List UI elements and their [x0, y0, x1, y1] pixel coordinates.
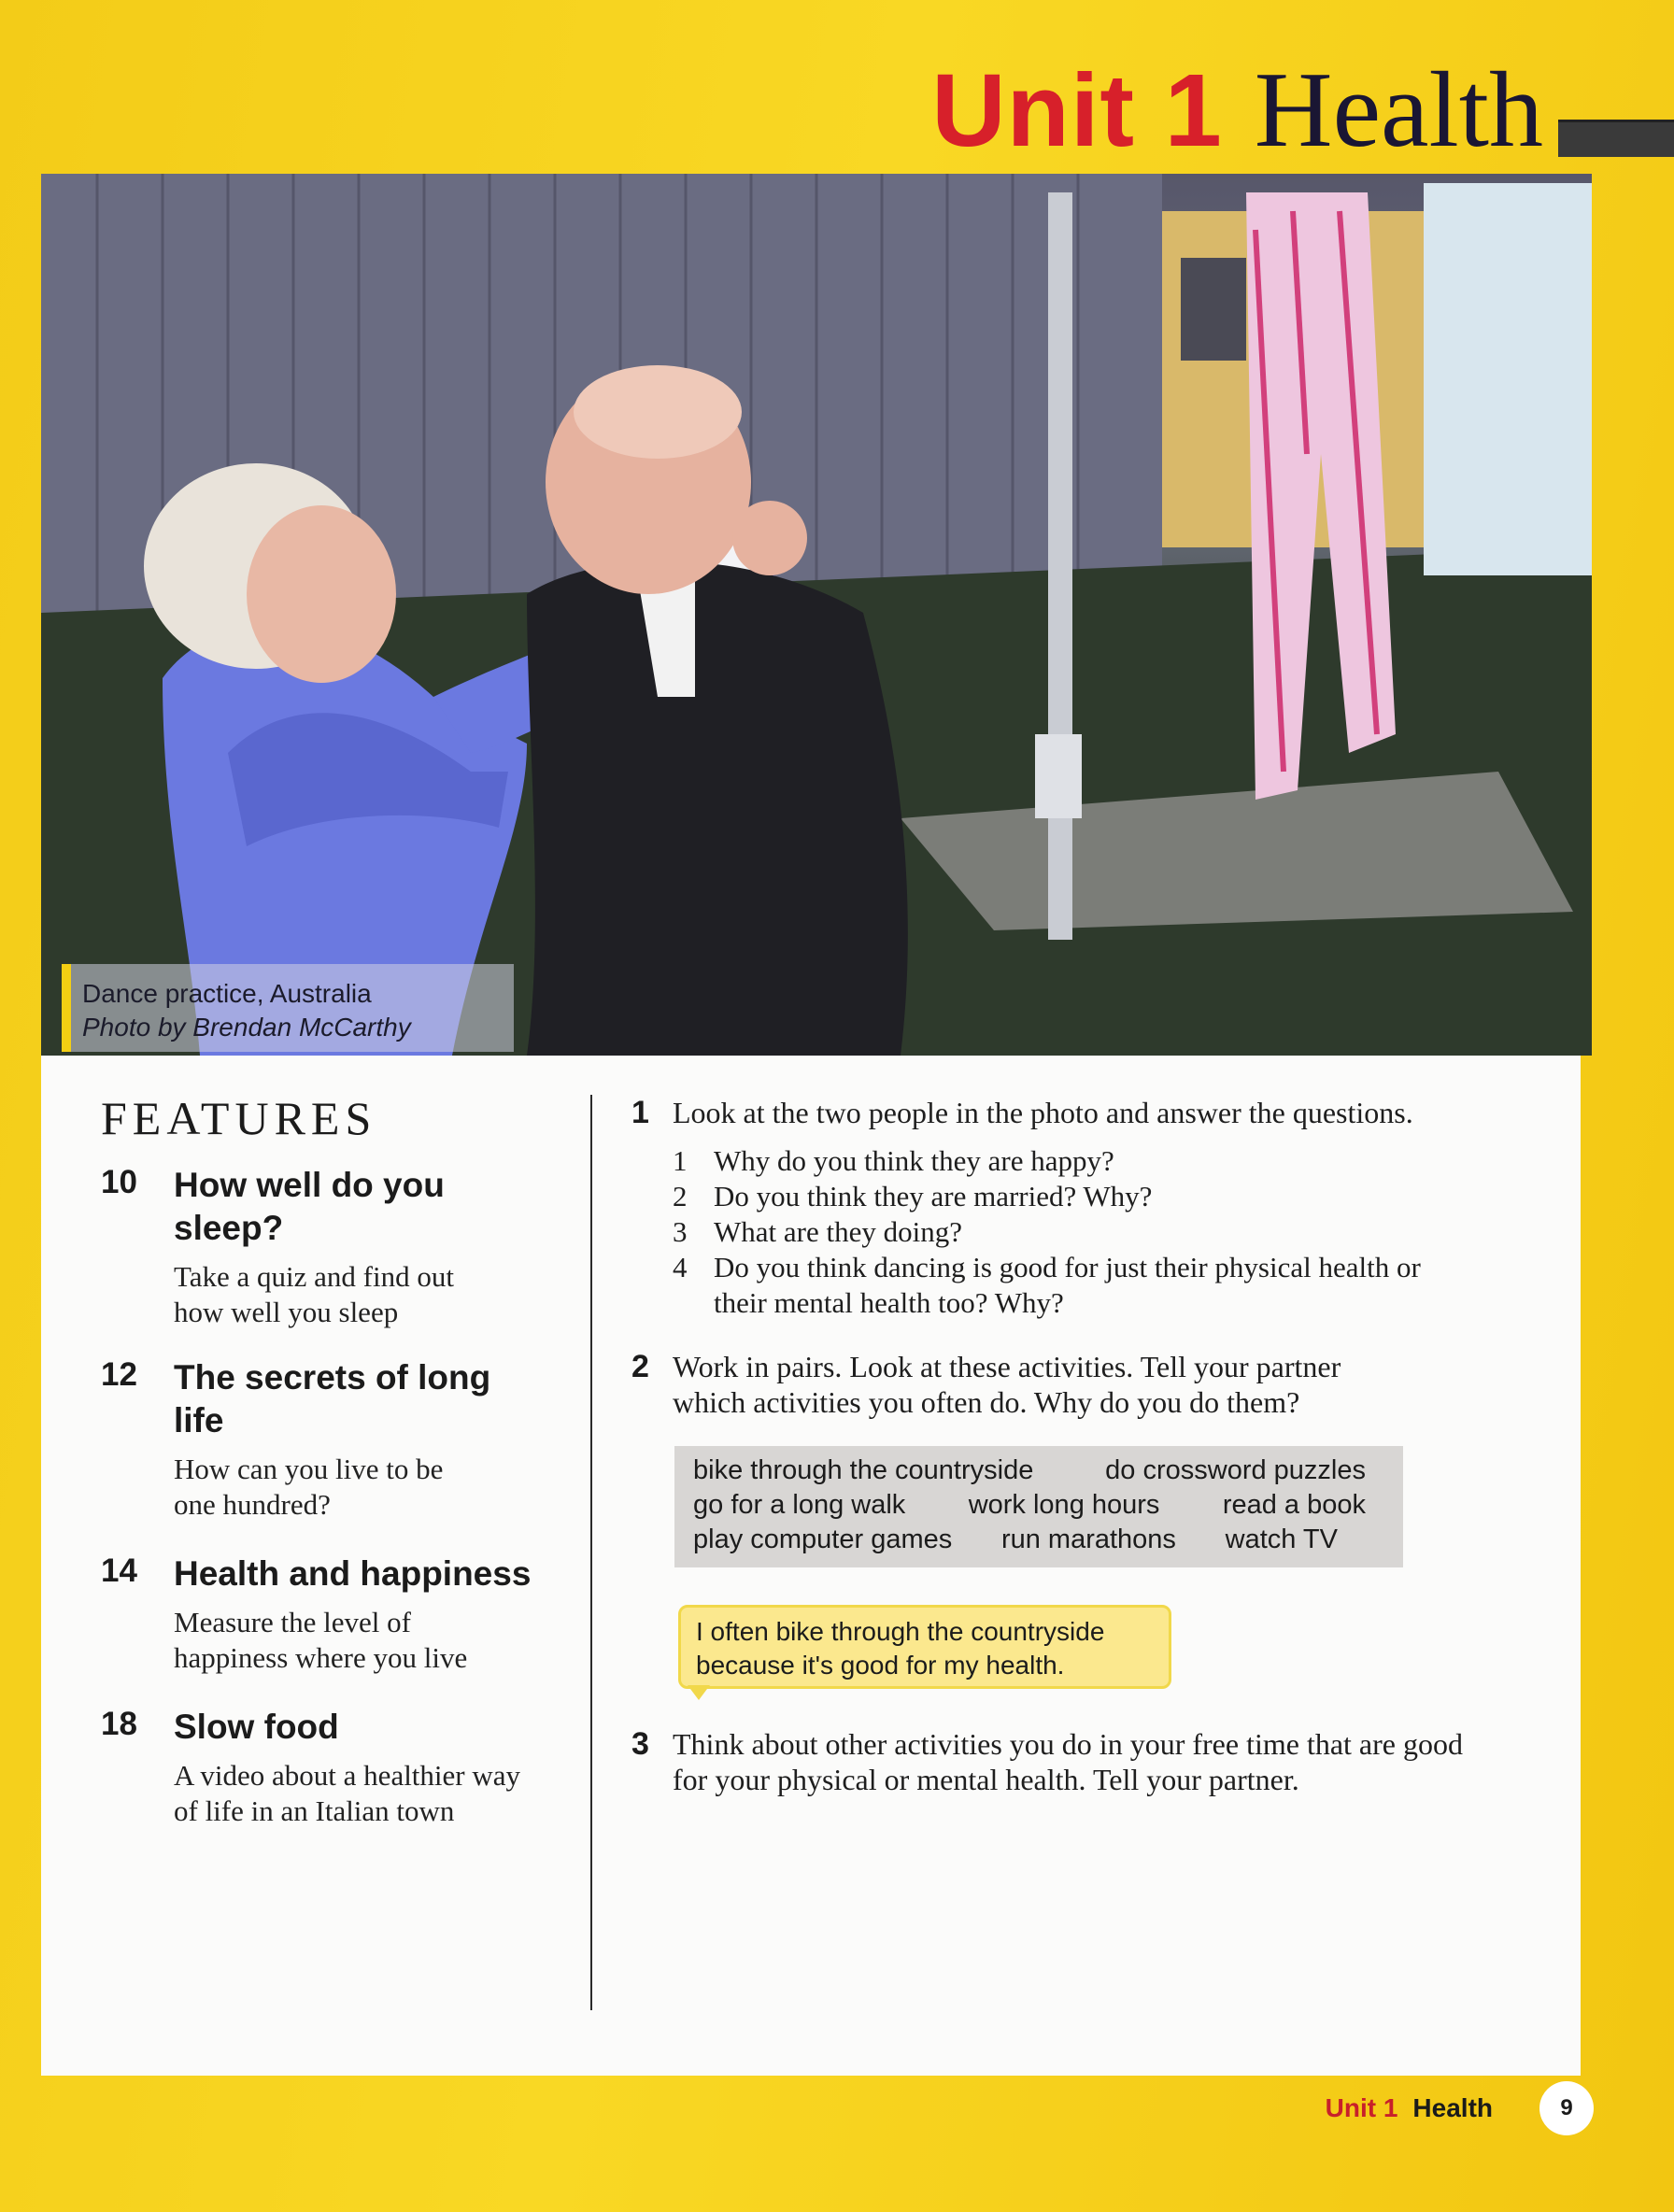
activity-item: read a book: [1222, 1490, 1366, 1520]
features-heading: FEATURES: [101, 1092, 377, 1144]
exercise-number: 3: [631, 1726, 649, 1762]
feature-description: Take a quiz and find out how well you sleep: [174, 1260, 454, 1328]
activity-item: run marathons: [1000, 1524, 1176, 1554]
question-number: 2: [673, 1180, 688, 1212]
unit-name: Health: [1254, 50, 1543, 170]
exercise-3: [631, 1726, 1528, 1797]
caption-credit: Photo by Brendan McCarthy: [82, 1013, 411, 1042]
question-item: [673, 1143, 1528, 1179]
question-item: [673, 1179, 1528, 1214]
feature-title: Slow food: [174, 1708, 339, 1746]
activity-row: [693, 1453, 1384, 1488]
footer-unit-title: Health: [1412, 2093, 1493, 2122]
activity-item: work long hours: [968, 1490, 1160, 1520]
feature-page-number: 14: [101, 1553, 137, 1589]
column-divider: [590, 1095, 592, 2010]
feature-description: A video about a healthier way of life in an Italian town: [174, 1759, 521, 1827]
feature-page-number: 18: [101, 1706, 137, 1742]
feature-title: The secrets of long life: [174, 1358, 491, 1439]
activity-box: [674, 1446, 1403, 1567]
exercise-1: [631, 1095, 1528, 1321]
activity-item: bike through the countryside: [693, 1455, 1034, 1485]
activity-item: play computer games: [693, 1524, 953, 1554]
unit-title: [931, 49, 1543, 173]
footer-unit-label: Unit 1: [1325, 2093, 1398, 2122]
exercise-instruction: Work in pairs. Look at these activities. Tell your partner which activities you often do. Why do you do them?: [673, 1350, 1341, 1419]
exercise-instruction: Think about other activities you do in your free time that are good for your physical or mental health. Tell your partner.: [673, 1727, 1463, 1796]
activity-item: do crossword puzzles: [1105, 1455, 1366, 1485]
page-number: 9: [1539, 2081, 1594, 2135]
exercise-instruction: Look at the two people in the photo and answer the questions.: [673, 1096, 1413, 1129]
question-number: 3: [673, 1215, 688, 1248]
question-text: What are they doing?: [714, 1215, 962, 1248]
exercise-number: 2: [631, 1349, 649, 1384]
feature-item[interactable]: [101, 1356, 568, 1523]
feature-item[interactable]: [101, 1164, 568, 1330]
feature-page-number: 10: [101, 1164, 137, 1200]
unit-number: Unit 1: [931, 53, 1223, 168]
page-footer: [1326, 2081, 1594, 2135]
feature-page-number: 12: [101, 1356, 137, 1393]
unit-photo: [41, 174, 1592, 1056]
activity-item: go for a long walk: [693, 1490, 906, 1520]
question-text: Do you think dancing is good for just their physical health or their mental health too? Why?: [714, 1251, 1421, 1319]
question-text: Why do you think they are happy?: [714, 1144, 1114, 1177]
question-item: [673, 1250, 1528, 1321]
activity-row: [693, 1488, 1384, 1523]
question-text: Do you think they are married? Why?: [714, 1180, 1153, 1212]
example-speech-bubble: I often bike through the countryside because it's good for my health.: [678, 1605, 1171, 1689]
chapter-tab-marker: [1558, 120, 1674, 157]
speech-bubble-tail: [688, 1685, 710, 1700]
feature-title: How well do you sleep?: [174, 1166, 445, 1247]
feature-item[interactable]: [101, 1553, 568, 1676]
feature-title: Health and happiness: [174, 1554, 532, 1593]
photo-illustration: [41, 174, 1592, 1056]
feature-item[interactable]: [101, 1706, 568, 1829]
activity-item: watch TV: [1225, 1524, 1338, 1554]
exercise-2: [631, 1349, 1528, 1420]
photo-caption: [62, 964, 514, 1052]
question-list: [673, 1143, 1528, 1321]
feature-description: How can you live to be one hundred?: [174, 1453, 444, 1521]
question-number: 1: [673, 1144, 688, 1177]
question-number: 4: [673, 1251, 688, 1283]
feature-description: Measure the level of happiness where you live: [174, 1606, 468, 1674]
question-item: [673, 1214, 1528, 1250]
activity-row: [693, 1523, 1384, 1557]
caption-title: Dance practice, Australia: [82, 979, 372, 1008]
exercise-number: 1: [631, 1095, 649, 1130]
